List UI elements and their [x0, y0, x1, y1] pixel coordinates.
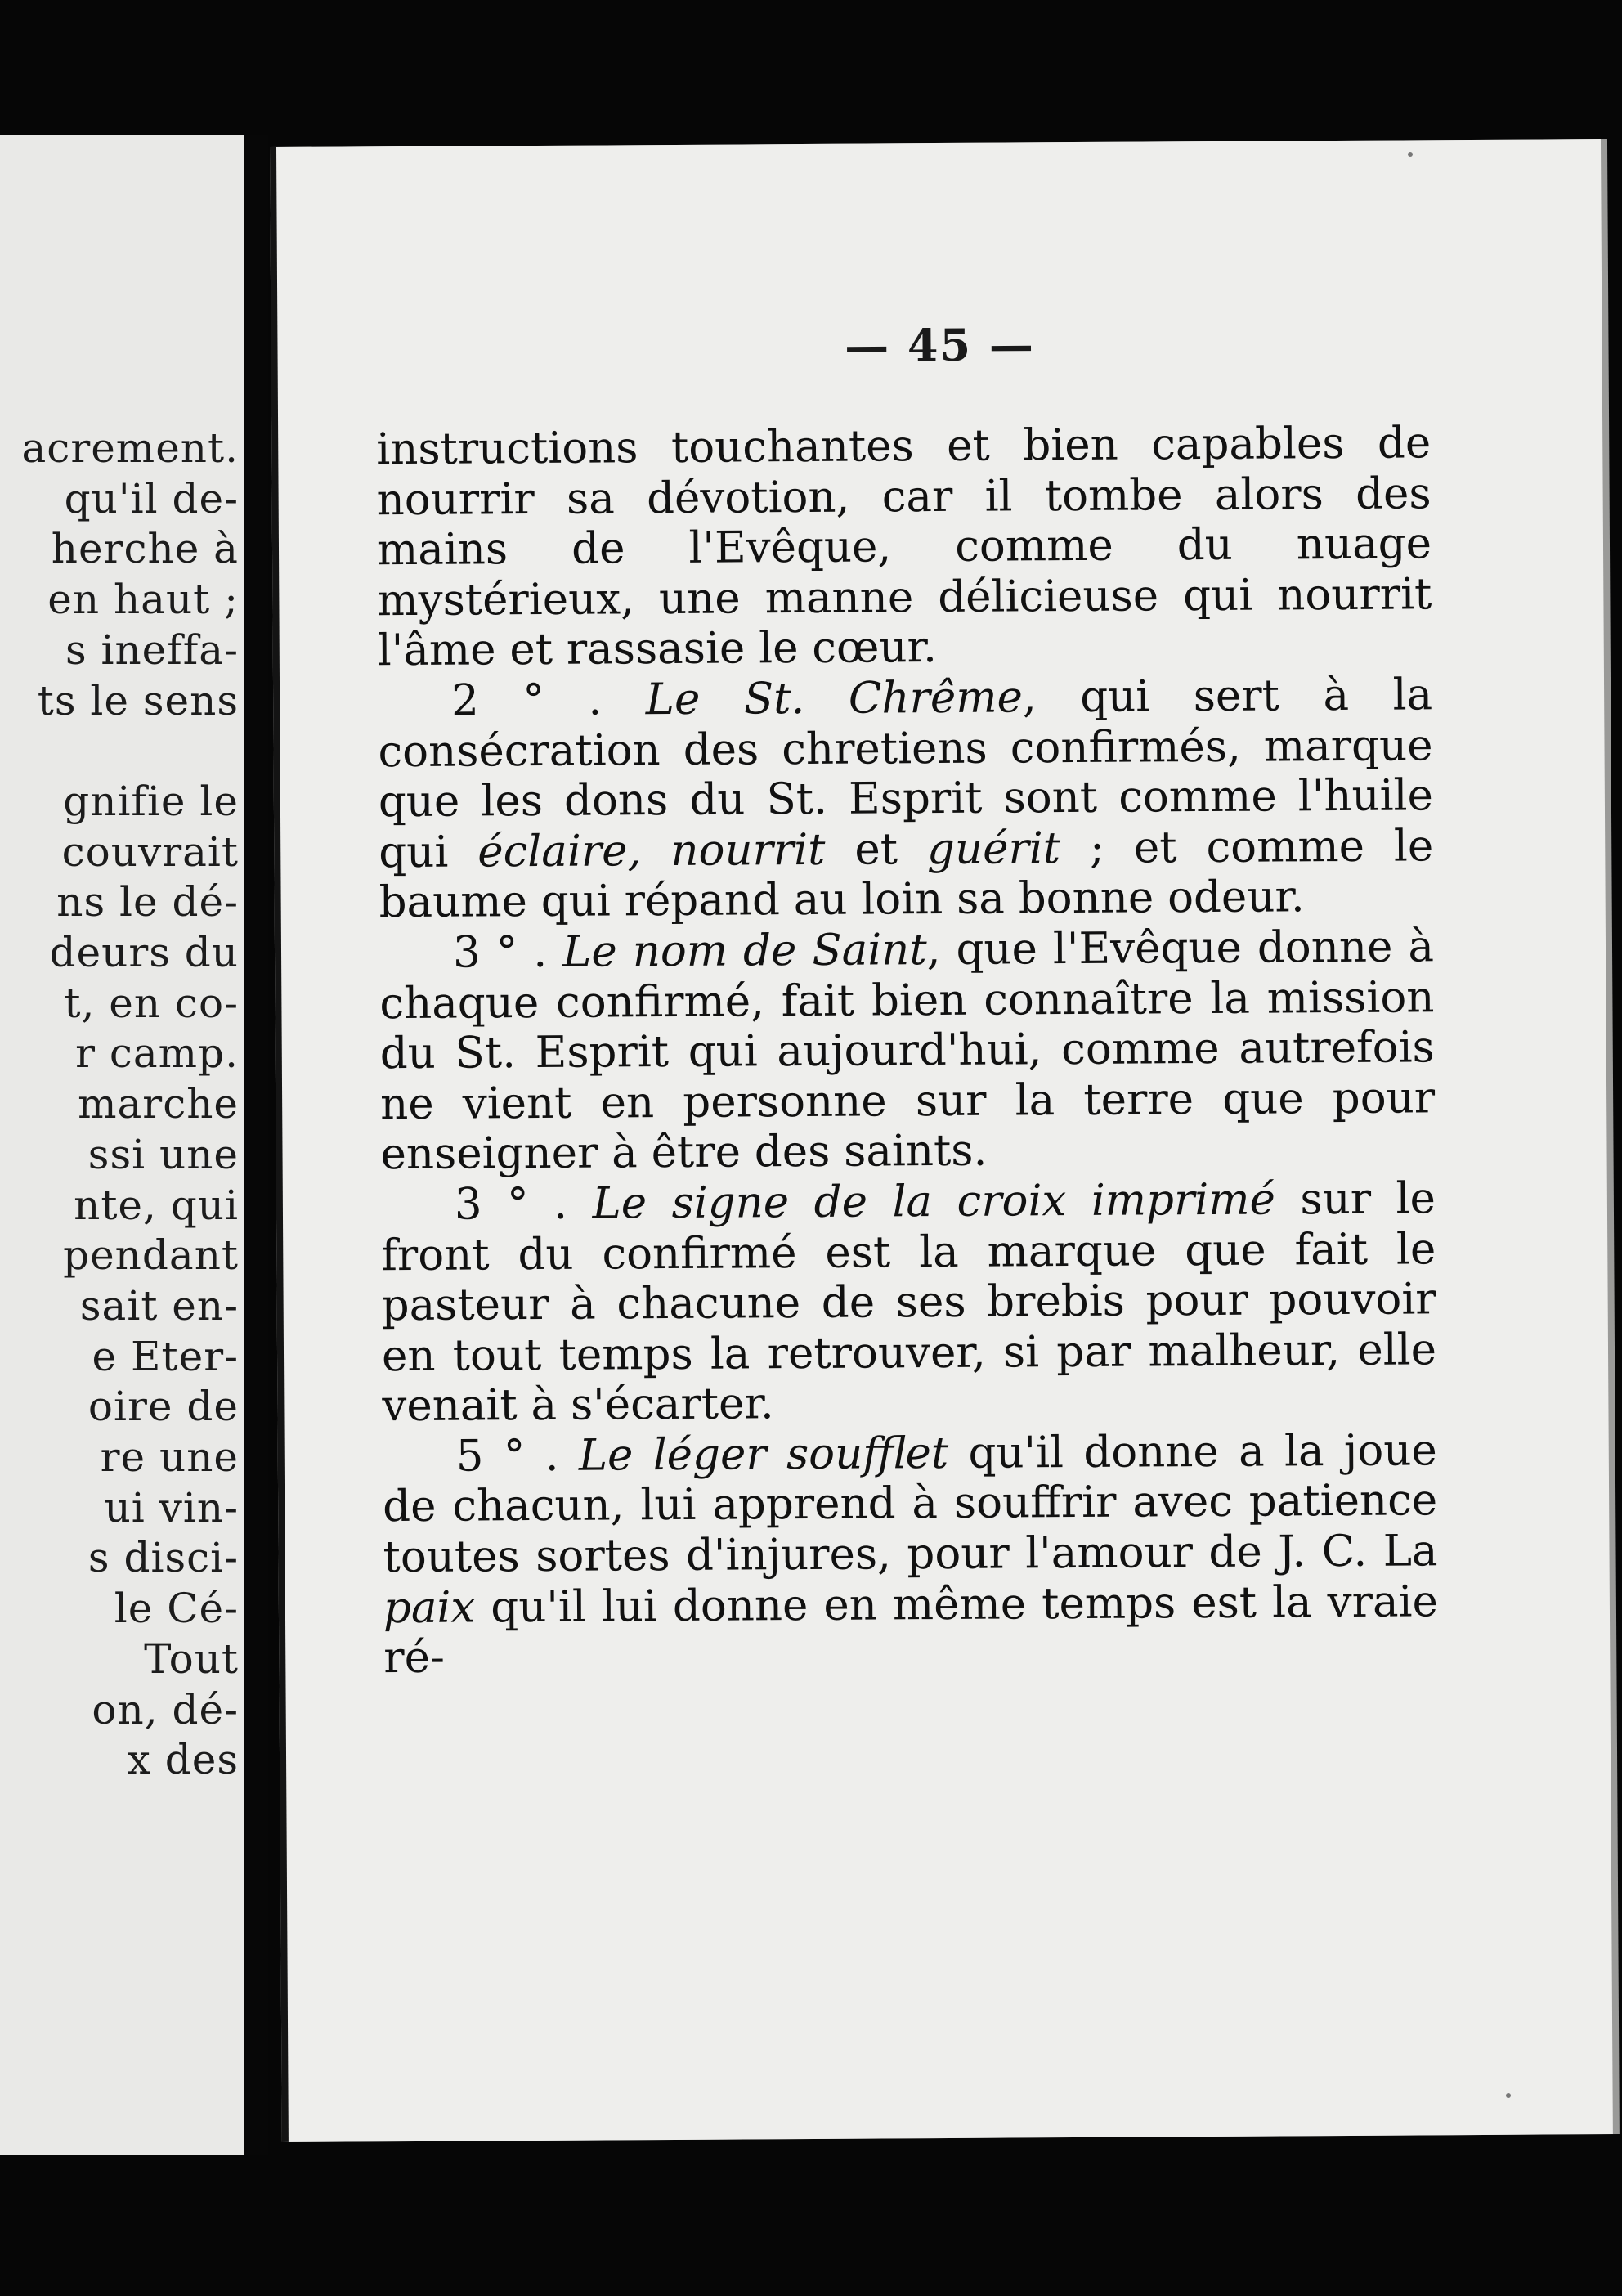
italic-phrase: paix	[383, 1582, 476, 1633]
paragraph	[376, 418, 1432, 676]
text-run: , que l'Evêque donne à chaque confirmé, fait bien connaître la mission du St. Esprit qui aujourd'hui, comme autrefois ne vient en personne sur la terre que pour enseigner à être des saints.	[379, 922, 1436, 1180]
paragraph	[378, 670, 1434, 928]
left-page-line: gnifie le	[63, 777, 239, 825]
left-page-line: ns le dé-	[56, 878, 239, 926]
italic-phrase: guérit	[926, 823, 1061, 874]
text-run: , qui sert à la consécration des chretiens confirmés, marque que les dons du St. Esprit sont comme l'huile qui	[378, 670, 1434, 877]
left-page-line: le Cé-	[114, 1585, 239, 1633]
text-run: instructions touchantes et bien capables de nourrir sa dévotion, car il tombe alors des mains de l'Evêque, comme du nuage mystérieux, une manne délicieuse qui nourrit l'âme et rassasie le cœur.	[376, 418, 1432, 676]
left-page-line: en haut ;	[47, 576, 239, 624]
left-page-line: on, dé-	[92, 1685, 239, 1733]
left-page-line: ui vin-	[104, 1483, 239, 1531]
left-page-line: deurs du	[49, 929, 239, 976]
book-gutter	[244, 135, 268, 2155]
left-page-line: sait en-	[79, 1281, 239, 1330]
left-page-line: e Eter-	[92, 1332, 239, 1380]
italic-phrase: Le St. Chrême	[645, 672, 1024, 725]
page-body-text	[376, 418, 1438, 1684]
left-page-line: nte, qui	[74, 1181, 239, 1229]
speck	[1506, 2093, 1511, 2098]
left-page-line: ts le sens	[37, 676, 239, 724]
text-run: 2 ° .	[450, 675, 646, 726]
left-page-line: qu'il de-	[64, 474, 239, 522]
left-page-line: pendant	[63, 1231, 239, 1280]
italic-phrase: éclaire, nourrit	[477, 824, 826, 877]
text-run: et	[825, 823, 928, 875]
text-run: 3 ° .	[454, 1178, 593, 1230]
left-page-line: oire de	[87, 1383, 239, 1431]
italic-phrase: Le signe de la croix imprimé	[592, 1174, 1276, 1229]
left-page-line: ssi une	[87, 1130, 239, 1178]
text-run: 3 ° .	[452, 926, 563, 978]
text-run: qu'il donne a la joue de chacun, lui apprend à souffrir avec patience toutes sortes d'injures, pour l'amour de J. C. La	[382, 1425, 1438, 1583]
italic-phrase: Le léger soufflet	[578, 1428, 949, 1481]
text-run: sur le front du confirmé est la marque que fait le pasteur à chacune de ses brebis pour pouvoir en tout temps la retrouver, si par malheur, elle venait à s'écarter.	[381, 1173, 1437, 1432]
text-run: qu'il lui donne en même temps est la vraie ré-	[383, 1576, 1439, 1684]
left-page-line: t, en co-	[64, 979, 239, 1027]
left-page-line: r camp.	[75, 1029, 239, 1078]
left-page-line: s disci-	[87, 1534, 239, 1582]
left-page-line: re une	[100, 1433, 239, 1481]
speck	[1408, 152, 1413, 157]
left-page-line: herche à	[51, 525, 239, 573]
page-number: — 45 —	[844, 318, 1036, 372]
left-page-line: x des	[127, 1736, 239, 1784]
text-run: ; et comme le baume qui répand au loin sa bonne odeur.	[379, 821, 1434, 928]
text-run: 5 ° .	[455, 1430, 580, 1482]
left-page-line: Tout	[144, 1635, 239, 1683]
italic-phrase: Le nom de Saint	[562, 925, 927, 977]
paragraph	[383, 1425, 1439, 1684]
paragraph	[381, 1173, 1437, 1432]
right-page	[270, 139, 1613, 2142]
left-page-line: couvrait	[61, 827, 239, 876]
left-page-line: s ineffa-	[65, 626, 239, 674]
paragraph	[379, 922, 1436, 1180]
left-page-line: marche	[78, 1080, 239, 1128]
left-page	[0, 135, 249, 2155]
left-page-line: acrement.	[21, 424, 239, 472]
